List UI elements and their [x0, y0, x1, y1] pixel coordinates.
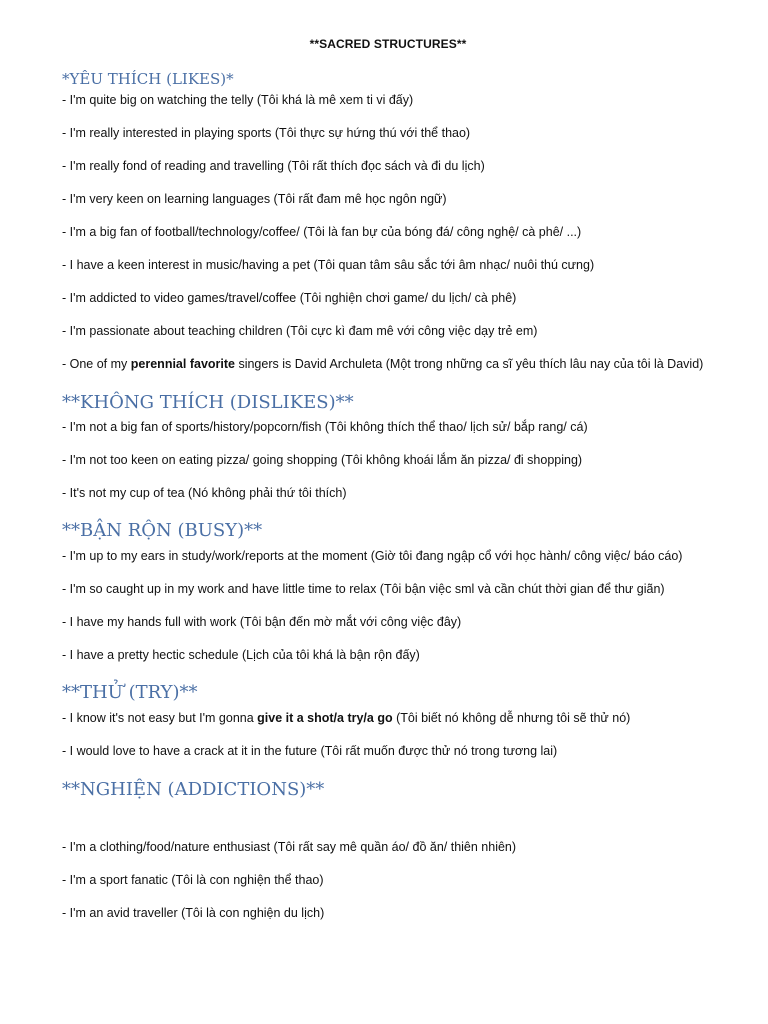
list-item: - I'm an avid traveller (Tôi là con nghiện du lịch)	[62, 906, 325, 920]
list-item-text: - I know it's not easy but I'm gonna	[62, 711, 258, 725]
list-item-text: - One of my	[62, 357, 131, 371]
list-item	[62, 711, 630, 725]
list-item: - I'm a sport fanatic (Tôi là con nghiện thể thao)	[62, 873, 324, 887]
list-item	[62, 357, 703, 371]
list-item: - I'm addicted to video games/travel/coffee (Tôi nghiện chơi game/ du lịch/ cà phê)	[62, 291, 517, 305]
list-item: - I have a keen interest in music/having a pet (Tôi quan tâm sâu sắc tới âm nhạc/ nuôi thú cưng)	[62, 258, 595, 272]
list-item: - I'm really interested in playing sports (Tôi thực sự hứng thú với thể thao)	[62, 126, 471, 140]
document-title: **SACRED STRUCTURES**	[309, 37, 467, 51]
bold-phrase: give it a shot/a try/a go	[257, 711, 393, 725]
list-item: - It's not my cup of tea (Nó không phải thứ tôi thích)	[62, 486, 347, 500]
list-item: - I'm so caught up in my work and have little time to relax (Tôi bận việc sml và cần chút thời gian để thư giãn)	[62, 582, 665, 596]
list-item-text: singers is David Archuleta (Một trong những ca sĩ yêu thích lâu nay của tôi là David)	[234, 357, 704, 371]
list-item: - I'm quite big on watching the telly (Tôi khá là mê xem ti vi đấy)	[62, 93, 414, 107]
list-item: - I'm not a big fan of sports/history/popcorn/fish (Tôi không thích thể thao/ lịch sử/ bắp rang/ cá)	[62, 420, 588, 434]
list-item: - I'm passionate about teaching children (Tôi cực kì đam mê với công việc dạy trẻ em)	[62, 324, 538, 338]
section-heading-busy: **BẬN RỘN (BUSY)**	[62, 520, 263, 541]
list-item-text: (Tôi biết nó không dễ nhưng tôi sẽ thử nó)	[392, 711, 631, 725]
list-item: - I'm a clothing/food/nature enthusiast (Tôi rất say mê quần áo/ đồ ăn/ thiên nhiên)	[62, 840, 517, 854]
list-item: - I would love to have a crack at it in the future (Tôi rất muốn được thử nó trong tương lai)	[62, 744, 558, 758]
list-item: - I have my hands full with work (Tôi bận đến mờ mắt với công việc đây)	[62, 615, 462, 629]
section-heading-addictions: **NGHIỆN (ADDICTIONS)**	[62, 779, 325, 800]
section-heading-dislikes: **KHÔNG THÍCH (DISLIKES)**	[62, 392, 354, 413]
section-heading-try: **THỬ (TRY)**	[62, 682, 198, 703]
bold-phrase: perennial favorite	[130, 357, 235, 371]
list-item: - I'm a big fan of football/technology/coffee/ (Tôi là fan bự của bóng đá/ công nghệ/ cà phê/ ...)	[62, 225, 582, 239]
list-item: - I have a pretty hectic schedule (Lịch của tôi khá là bận rộn đấy)	[62, 648, 420, 662]
list-item: - I'm up to my ears in study/work/reports at the moment (Giờ tôi đang ngập cổ với học hành/ công việc/ báo cáo)	[62, 549, 683, 563]
list-item: - I'm not too keen on eating pizza/ going shopping (Tôi không khoái lắm ăn pizza/ đi shopping)	[62, 453, 583, 467]
list-item: - I'm very keen on learning languages (Tôi rất đam mê học ngôn ngữ)	[62, 192, 447, 206]
list-item: - I'm really fond of reading and travelling (Tôi rất thích đọc sách và đi du lịch)	[62, 159, 485, 173]
section-heading-likes: *YÊU THÍCH (LIKES)*	[62, 70, 234, 88]
